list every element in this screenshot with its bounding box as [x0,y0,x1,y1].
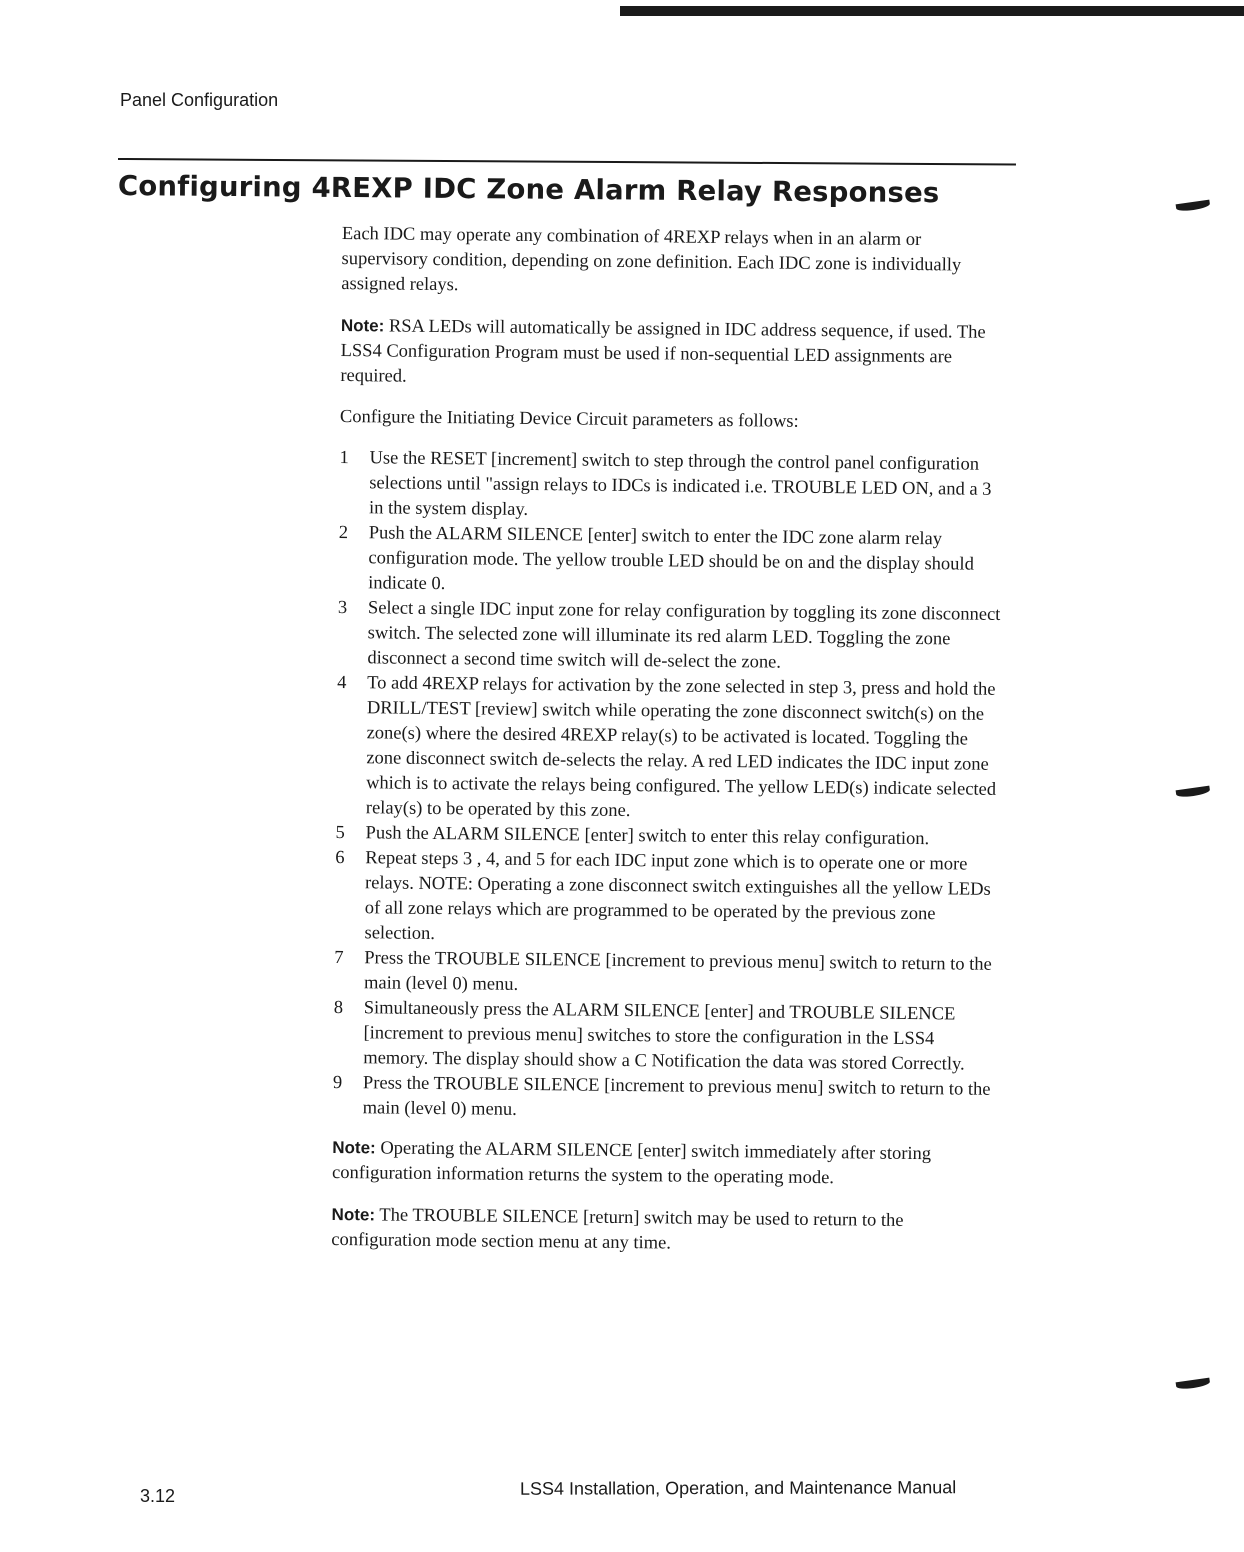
step-text: Select a single IDC input zone for relay configuration by toggling its zone disconnect switch. The selected zone will illuminate its red alarm LED. Toggling the zone disconnect a second time switch will de-select the zone. [367,598,1001,673]
list-item [333,1071,999,1128]
step-number: 1 [339,447,349,469]
step-number: 9 [332,1072,343,1094]
step-number: 5 [335,822,345,844]
intro-paragraph: Each IDC may operate any combination of 4REXP relays when in an alarm or supervisory condition, depending on zone definition. Each IDC zone is individually assigned relays. [341,223,962,296]
scan-edge-mark [1176,1378,1211,1391]
step-number: 3 [337,597,348,619]
steps-list [333,446,1006,1128]
configure-paragraph: Configure the Initiating Device Circuit parameters as follows: [339,406,799,432]
note-text: Operating the ALARM SILENCE [enter] switch immediately after storing configuration information returns the system to the operating mode. [331,1138,932,1189]
note-label: Note: [331,1204,376,1225]
page-title: Configuring 4REXP IDC Zone Alarm Relay Responses [117,170,940,210]
step-number: 8 [333,997,344,1019]
step-text: Push the ALARM SILENCE [enter] switch to enter this relay configuration. [365,823,930,850]
note-alarm-silence [332,1135,998,1193]
list-item [333,996,1000,1078]
note-label: Note: [340,315,385,336]
list-item [334,846,1001,953]
page-number: 3.12 [140,1486,176,1506]
note-rsa-leds [340,313,1007,396]
step-text: Push the ALARM SILENCE [enter] switch to enter the IDC zone alarm relay configuration mode. The yellow trouble LED should be on and the display should indicate 0. [368,523,974,595]
step-number: 2 [338,522,349,544]
list-item [334,946,1000,1003]
manual-title-footer: LSS4 Installation, Operation, and Maintenance Manual [519,1477,957,1499]
list-item [337,596,1004,678]
list-item [336,671,1004,828]
list-item [339,446,1006,528]
step-number: 6 [335,847,345,869]
running-header: Panel Configuration [120,90,279,110]
step-text: To add 4REXP relays for activation by the zone selected in step 3, press and hold the DRILL/TEST [review] switch while operating the zone disconnect switch(s) on the zone(s) where the desired 4REXP relay(s) to be activated is located. Toggling the zone disconnect switch de-selects the relay. A red LED indicates the IDC input zone which is to activate the relays being configured. The yellow LED(s) indicate selected relay(s) to be operated by this zone. [365,673,997,822]
step-number: 7 [334,947,344,969]
step-text: Use the RESET [increment] switch to step through the control panel configuration selections until "assign relays to IDCs is indicated i.e. TROUBLE LED ON, and a 3 in the system display. [368,448,992,520]
step-text: Repeat steps 3 , 4, and 5 for each IDC input zone which is to operate one or more relays. NOTE: Operating a zone disconnect switch extinguishes all the yellow LEDs of all zone relays which are programmed to be operated by the previous zone selection. [364,848,991,945]
step-text: Press the TROUBLE SILENCE [increment to previous menu] switch to return to the main (level 0) menu. [363,948,992,995]
list-item [338,521,1005,603]
note-trouble-silence [331,1202,997,1260]
note-text: The TROUBLE SILENCE [return] switch may be used to return to the configuration mode section menu at any time. [331,1205,904,1254]
step-number: 4 [337,672,347,694]
title-rule [118,158,1016,165]
note-label: Note: [332,1137,376,1158]
scan-edge-mark [1176,200,1211,213]
body-content [331,222,1008,1276]
step-text: Simultaneously press the ALARM SILENCE [enter] and TROUBLE SILENCE [increment to previous menu] switches to store the configuration in the LSS4 memory. The display should show a C Notification the data was stored Correctly. [363,998,965,1075]
step-text: Press the TROUBLE SILENCE [increment to previous menu] switch to return to the main (level 0) menu. [362,1073,991,1120]
top-edge-rule [620,6,1244,16]
scan-edge-mark [1176,786,1211,799]
note-text: RSA LEDs will automatically be assigned in IDC address sequence, if used. The LSS4 Configuration Program must be used if non-sequential LED assignments are required. [340,316,986,387]
